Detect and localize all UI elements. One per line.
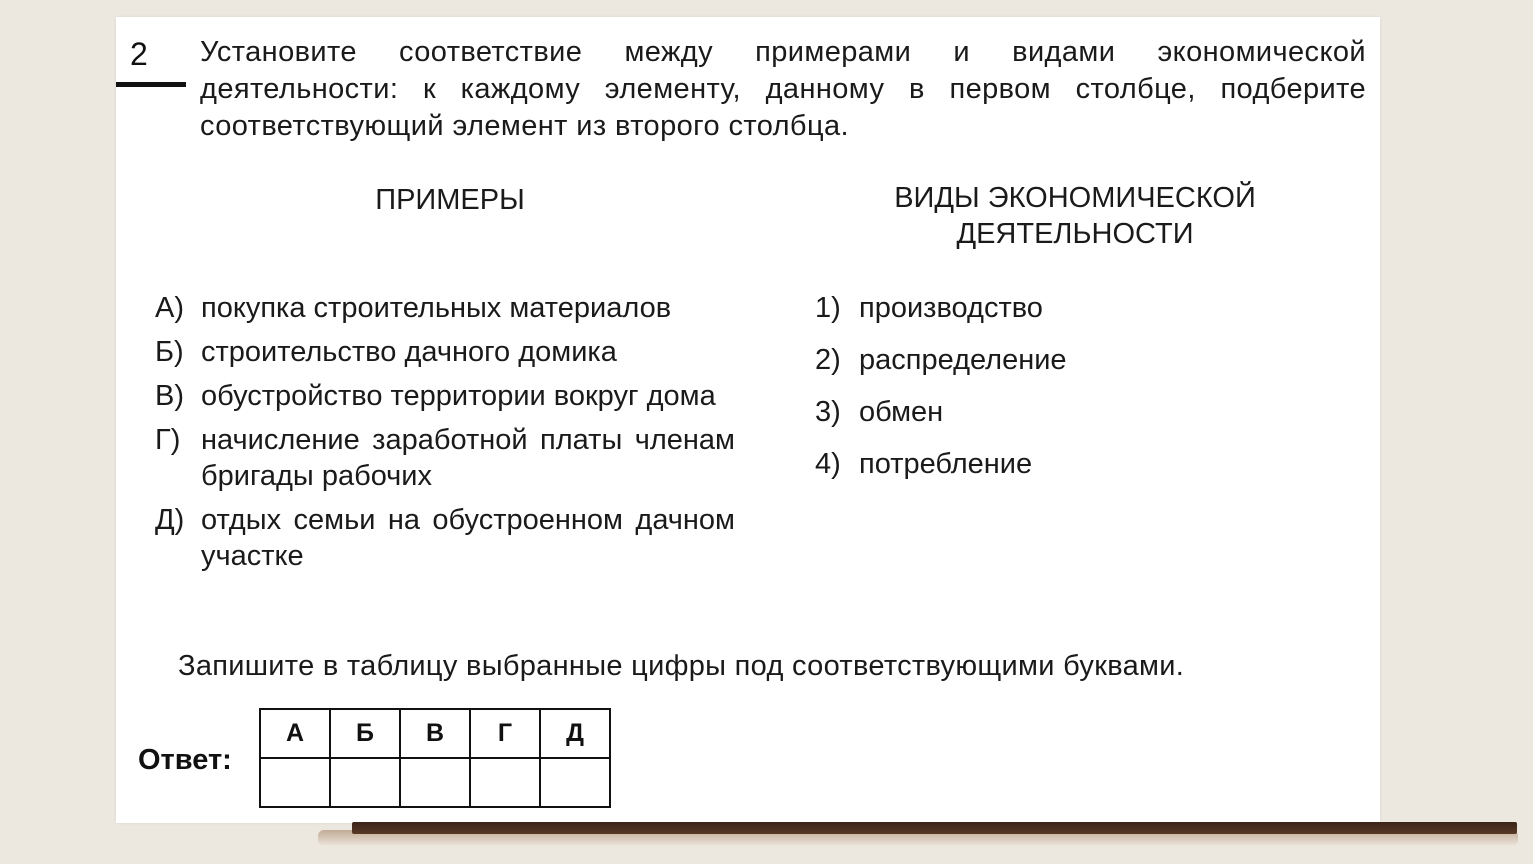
example-letter: Б) (155, 336, 184, 368)
answer-cell-a[interactable] (260, 758, 330, 807)
answer-header-row (260, 709, 610, 758)
answer-input-row (260, 758, 610, 807)
answer-header-cell: Б (330, 709, 400, 758)
example-text: начисление заработной платы членам бригады рабочих (201, 424, 735, 492)
type-item-4 (815, 446, 1215, 482)
answer-cell-d[interactable] (540, 758, 610, 807)
type-text: обмен (859, 396, 944, 428)
examples-heading: ПРИМЕРЫ (375, 184, 525, 216)
example-letter: Г) (155, 424, 181, 456)
answer-header-cell: Д (540, 709, 610, 758)
activity-types-list (815, 290, 1215, 498)
example-text: покупка строительных материалов (201, 292, 672, 324)
type-number: 4) (815, 448, 841, 480)
answer-table (259, 708, 611, 808)
activity-types-heading: ВИДЫ ЭКОНОМИЧЕСКОЙ ДЕЯТЕЛЬНОСТИ (894, 182, 1256, 250)
answer-cell-g[interactable] (470, 758, 540, 807)
example-text: строительство дачного домика (201, 336, 617, 368)
type-number: 1) (815, 292, 841, 324)
example-letter: Д) (155, 504, 185, 536)
type-number: 2) (815, 344, 841, 376)
task-number-underline (116, 82, 186, 87)
answer-cell-v[interactable] (400, 758, 470, 807)
example-item-g (155, 422, 735, 494)
answer-cell-b[interactable] (330, 758, 400, 807)
example-item-b (155, 334, 735, 370)
example-item-d (155, 502, 735, 574)
example-text: отдых семьи на обустроенном дачном участке (201, 504, 735, 572)
type-item-3 (815, 394, 1215, 430)
answer-header-cell: Г (470, 709, 540, 758)
type-text: распределение (859, 344, 1067, 376)
example-item-v (155, 378, 735, 414)
type-item-1 (815, 290, 1215, 326)
answer-label: Ответ: (138, 744, 232, 776)
write-instruction: Запишите в таблицу выбранные цифры под соответствующими буквами. (178, 650, 1185, 682)
task-number: 2 (130, 36, 148, 72)
answer-header-cell: В (400, 709, 470, 758)
example-letter: В) (155, 380, 184, 412)
example-text: обустройство территории вокруг дома (201, 380, 716, 412)
type-item-2 (815, 342, 1215, 378)
type-number: 3) (815, 396, 841, 428)
answer-header-cell: А (260, 709, 330, 758)
type-text: потребление (859, 448, 1033, 480)
example-letter: А) (155, 292, 184, 324)
example-item-a (155, 290, 735, 326)
examples-list (155, 290, 735, 582)
decorative-shelf (352, 822, 1517, 834)
type-text: производство (859, 292, 1043, 324)
task-instruction: Установите соответствие между примерами и видами экономической деятельности: к каждому элементу, данному в первом столбце, подберите соответствующий элемент из второго столбца. (200, 36, 1366, 142)
